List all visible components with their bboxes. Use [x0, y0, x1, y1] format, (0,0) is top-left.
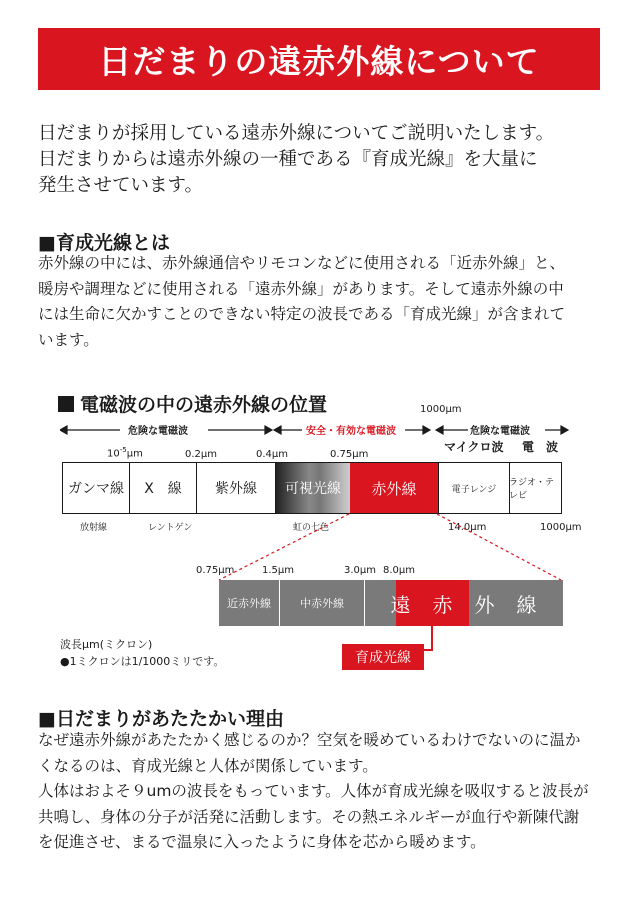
- sub-radiation: 放射線: [80, 523, 108, 533]
- tick-10e-5: $10^{-5}\mu m$: [107, 446, 143, 460]
- sub-roentgen: レントゲン: [148, 523, 193, 533]
- section-heading-warmth: ■日だまりがあたたかい理由: [38, 708, 284, 730]
- sub-rainbow: 虹の七色: [293, 523, 330, 533]
- square-bullet-icon: [58, 396, 74, 412]
- paragraph-line: を促進させ、まるで温泉に入ったように身体を芯から暖めます。: [38, 833, 486, 851]
- zoom-band-mid: 中赤外線: [280, 580, 365, 626]
- band-uv: 紫外線: [197, 463, 276, 513]
- band-xray: X 線: [130, 463, 197, 513]
- band-microwave-oven: 電子レンジ: [438, 463, 510, 513]
- growth-ray-label: 育成光線: [342, 644, 424, 670]
- zoom-tick-0.75um: 0.75μm: [196, 565, 235, 576]
- label-radio-wave: 電 波: [522, 440, 559, 454]
- paragraph-line: なぜ遠赤外線があたたかく感じるのか？空気を暖めているわけでないのに温か: [38, 731, 581, 749]
- spectrum-band: [62, 462, 562, 514]
- section-paragraph-warmth: [38, 728, 614, 856]
- paragraph-line: 共鳴し、身体の分子が活発に活動します。その熱エネルギーが血行や新陳代謝: [38, 807, 580, 826]
- section-paragraph-growth-ray: [38, 251, 598, 353]
- sub-1000um: 1000μm: [540, 522, 582, 533]
- zoom-tick-8.0um: 8.0μm: [383, 565, 416, 576]
- paragraph-line: 赤外線の中には、赤外線通信やリモコンなどに使用される「近赤外線」と、: [38, 254, 566, 272]
- band-visible: 可視光線: [276, 463, 350, 513]
- band-infrared: 赤外線: [350, 463, 438, 513]
- paragraph-line: 暖房や調理などに使用される「遠赤外線」があります。そして遠赤外線の中: [38, 279, 564, 298]
- zoom-band-near: 近赤外線: [219, 580, 280, 626]
- intro-line: 日だまりからは遠赤外線の一種である『育成光線』を大量に: [38, 149, 538, 170]
- paragraph-line: には生命に欠かすことのできない特定の波長である「育成光線」が含まれて: [38, 305, 566, 323]
- paragraph-line: 人体はおよそ９umの波長をもっています。人体が育成光線を吸収すると波長が: [38, 782, 589, 800]
- note-micron: ●1ミクロンは1/1000ミリです。: [60, 655, 225, 668]
- zoom-tick-1.5um: 1.5μm: [262, 565, 295, 576]
- sub-14um: 14.0μm: [448, 522, 487, 533]
- paragraph-line: くなるのは、育成光線と人体が関係しています。: [38, 756, 378, 775]
- tick-0.75um: 0.75μm: [330, 449, 369, 460]
- label-danger-left: 危険な電磁波: [128, 426, 188, 437]
- label-safe: 安全・有効な電磁波: [306, 426, 396, 437]
- tick-0.2um: 0.2μm: [185, 449, 218, 460]
- note-wavelength-unit: 波長μm(ミクロン): [60, 638, 153, 651]
- band-radio-tv: ラジオ・テレビ: [509, 478, 555, 501]
- page-title: 日だまりの遠赤外線について: [98, 41, 540, 81]
- intro-text: [38, 121, 608, 199]
- intro-line: 日だまりが採用している遠赤外線についてご説明いたします。: [38, 123, 555, 144]
- label-danger-right: 危険な電磁波: [470, 426, 530, 437]
- zoom-band-far: 遠 赤 外 線: [390, 592, 538, 617]
- infrared-zoom-band: [219, 580, 563, 626]
- label-microwave: マイクロ波: [444, 440, 504, 454]
- diagram-heading: [58, 390, 327, 417]
- section-heading-growth-ray: ■育成光線とは: [38, 232, 170, 254]
- zoom-tick-3.0um: 3.0μm: [344, 565, 377, 576]
- page-title-banner: [38, 28, 600, 90]
- tick-1000um-top: 1000μm: [420, 404, 462, 415]
- band-gamma: ガンマ線: [63, 463, 130, 513]
- paragraph-line: います。: [38, 330, 99, 349]
- diagram-heading-text: 電磁波の中の遠赤外線の位置: [80, 394, 328, 416]
- intro-line: 発生させています。: [38, 175, 204, 196]
- tick-0.4um: 0.4μm: [256, 449, 289, 460]
